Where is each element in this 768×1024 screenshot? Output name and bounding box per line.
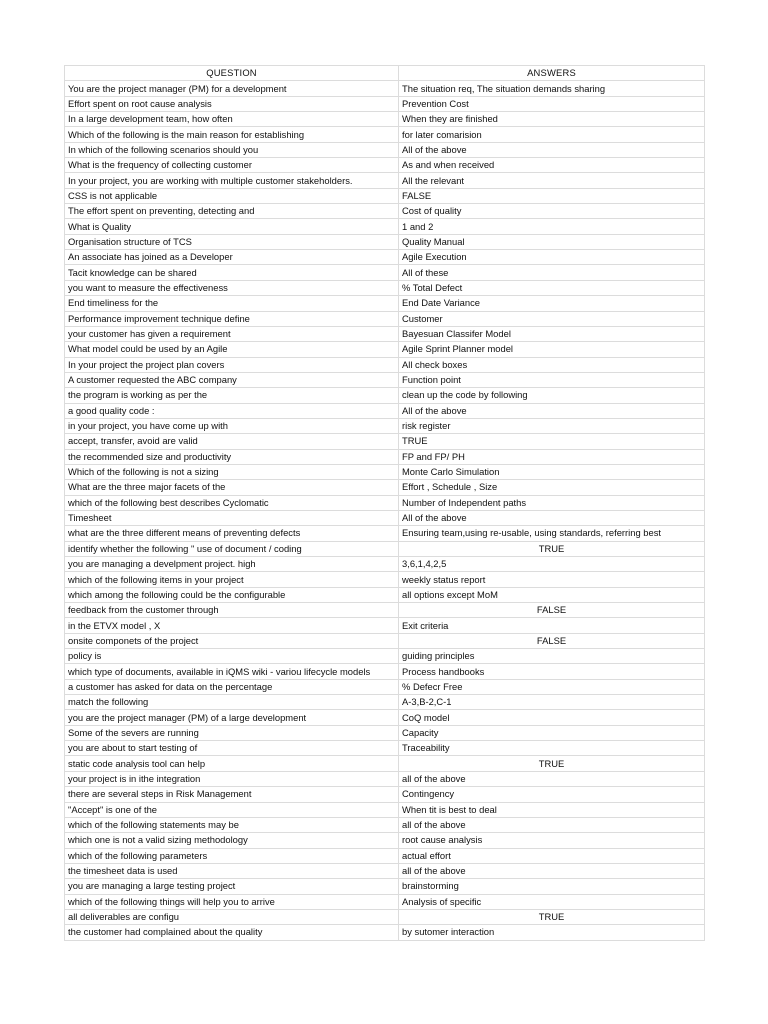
question-cell: What are the three major facets of the bbox=[65, 480, 399, 495]
question-cell: you want to measure the effectiveness bbox=[65, 280, 399, 295]
table-row bbox=[65, 342, 705, 357]
answer-cell: all of the above bbox=[399, 863, 705, 878]
table-row bbox=[65, 219, 705, 234]
answer-cell: Bayesuan Classifer Model bbox=[399, 326, 705, 341]
question-cell: which of the following statements may be bbox=[65, 817, 399, 832]
table-row bbox=[65, 449, 705, 464]
answer-cell: CoQ model bbox=[399, 710, 705, 725]
question-cell: the timesheet data is used bbox=[65, 863, 399, 878]
answer-cell: % Defecr Free bbox=[399, 679, 705, 694]
question-cell: policy is bbox=[65, 649, 399, 664]
answer-cell: Traceability bbox=[399, 741, 705, 756]
question-cell: which of the following items in your project bbox=[65, 572, 399, 587]
table-row bbox=[65, 879, 705, 894]
answer-cell: When tit is best to deal bbox=[399, 802, 705, 817]
answer-cell: TRUE bbox=[399, 756, 705, 771]
table-row bbox=[65, 127, 705, 142]
table-row bbox=[65, 756, 705, 771]
answer-cell: risk register bbox=[399, 418, 705, 433]
question-cell: which among the following could be the configurable bbox=[65, 587, 399, 602]
question-cell: you are managing a large testing project bbox=[65, 879, 399, 894]
question-cell: Performance improvement technique define bbox=[65, 311, 399, 326]
table-body bbox=[65, 81, 705, 940]
question-cell: Effort spent on root cause analysis bbox=[65, 96, 399, 111]
table-row bbox=[65, 204, 705, 219]
table-row bbox=[65, 603, 705, 618]
table-row bbox=[65, 802, 705, 817]
table-row bbox=[65, 158, 705, 173]
question-cell: In your project, you are working with multiple customer stakeholders. bbox=[65, 173, 399, 188]
answer-cell: Analysis of specific bbox=[399, 894, 705, 909]
table-row bbox=[65, 526, 705, 541]
answer-cell: all options except MoM bbox=[399, 587, 705, 602]
table-row bbox=[65, 649, 705, 664]
table-row bbox=[65, 894, 705, 909]
table-row bbox=[65, 357, 705, 372]
answer-cell: End Date Variance bbox=[399, 296, 705, 311]
answer-cell: for later comarision bbox=[399, 127, 705, 142]
question-cell: CSS is not applicable bbox=[65, 188, 399, 203]
answer-cell: FALSE bbox=[399, 633, 705, 648]
answer-cell: % Total Defect bbox=[399, 280, 705, 295]
table-row bbox=[65, 541, 705, 556]
question-cell: in your project, you have come up with bbox=[65, 418, 399, 433]
answer-cell: Ensuring team,using re-usable, using standards, referring best bbox=[399, 526, 705, 541]
answer-cell: All of the above bbox=[399, 510, 705, 525]
answer-cell: TRUE bbox=[399, 434, 705, 449]
question-cell: End timeliness for the bbox=[65, 296, 399, 311]
table-row bbox=[65, 388, 705, 403]
answer-cell: A-3,B-2,C-1 bbox=[399, 695, 705, 710]
question-cell: Timesheet bbox=[65, 510, 399, 525]
table-row bbox=[65, 96, 705, 111]
question-cell: a customer has asked for data on the percentage bbox=[65, 679, 399, 694]
table-row bbox=[65, 618, 705, 633]
answer-cell: Function point bbox=[399, 372, 705, 387]
question-cell: In which of the following scenarios should you bbox=[65, 142, 399, 157]
answer-cell: Cost of quality bbox=[399, 204, 705, 219]
answer-cell: 3,6,1,4,2,5 bbox=[399, 557, 705, 572]
question-cell: you are the project manager (PM) of a large development bbox=[65, 710, 399, 725]
table-row bbox=[65, 495, 705, 510]
table-row bbox=[65, 863, 705, 878]
table-row bbox=[65, 480, 705, 495]
answer-cell: Contingency bbox=[399, 787, 705, 802]
question-cell: "Accept" is one of the bbox=[65, 802, 399, 817]
answer-cell: As and when received bbox=[399, 158, 705, 173]
answer-cell: root cause analysis bbox=[399, 833, 705, 848]
table-row bbox=[65, 909, 705, 924]
table-row bbox=[65, 787, 705, 802]
header-row bbox=[65, 66, 705, 81]
answer-cell: Prevention Cost bbox=[399, 96, 705, 111]
table-row bbox=[65, 280, 705, 295]
answer-cell: All of these bbox=[399, 265, 705, 280]
question-cell: You are the project manager (PM) for a development bbox=[65, 81, 399, 96]
answer-cell: actual effort bbox=[399, 848, 705, 863]
question-cell: the program is working as per the bbox=[65, 388, 399, 403]
table-row bbox=[65, 434, 705, 449]
table-row bbox=[65, 173, 705, 188]
answer-cell: Exit criteria bbox=[399, 618, 705, 633]
answer-cell: All of the above bbox=[399, 142, 705, 157]
question-cell: A customer requested the ABC company bbox=[65, 372, 399, 387]
question-cell: An associate has joined as a Developer bbox=[65, 250, 399, 265]
question-cell: Which of the following is not a sizing bbox=[65, 464, 399, 479]
answer-cell: FALSE bbox=[399, 188, 705, 203]
table-row bbox=[65, 710, 705, 725]
answer-cell: Effort , Schedule , Size bbox=[399, 480, 705, 495]
table-row bbox=[65, 679, 705, 694]
question-cell: all deliverables are configu bbox=[65, 909, 399, 924]
qa-table bbox=[64, 65, 705, 941]
answer-cell: 1 and 2 bbox=[399, 219, 705, 234]
question-cell: which one is not a valid sizing methodology bbox=[65, 833, 399, 848]
question-cell: Organisation structure of TCS bbox=[65, 234, 399, 249]
question-cell: which of the following parameters bbox=[65, 848, 399, 863]
table-row bbox=[65, 311, 705, 326]
table-row bbox=[65, 510, 705, 525]
question-cell: which of the following best describes Cyclomatic bbox=[65, 495, 399, 510]
table-row bbox=[65, 664, 705, 679]
question-cell: static code analysis tool can help bbox=[65, 756, 399, 771]
answer-cell: Agile Execution bbox=[399, 250, 705, 265]
question-header: QUESTION bbox=[65, 66, 399, 81]
answer-cell: All the relevant bbox=[399, 173, 705, 188]
question-cell: a good quality code : bbox=[65, 403, 399, 418]
answer-cell: Agile Sprint Planner model bbox=[399, 342, 705, 357]
table-row bbox=[65, 188, 705, 203]
answer-cell: brainstorming bbox=[399, 879, 705, 894]
answer-cell: All check boxes bbox=[399, 357, 705, 372]
table-row bbox=[65, 771, 705, 786]
table-row bbox=[65, 557, 705, 572]
table-row bbox=[65, 265, 705, 280]
answer-cell: guiding principles bbox=[399, 649, 705, 664]
question-cell: feedback from the customer through bbox=[65, 603, 399, 618]
question-cell: In a large development team, how often bbox=[65, 112, 399, 127]
table-row bbox=[65, 587, 705, 602]
question-cell: What is Quality bbox=[65, 219, 399, 234]
table-row bbox=[65, 326, 705, 341]
question-cell: Which of the following is the main reason for establishing bbox=[65, 127, 399, 142]
answer-cell: weekly status report bbox=[399, 572, 705, 587]
question-cell: onsite componets of the project bbox=[65, 633, 399, 648]
table-row bbox=[65, 741, 705, 756]
answer-cell: When they are finished bbox=[399, 112, 705, 127]
question-cell: What is the frequency of collecting customer bbox=[65, 158, 399, 173]
question-cell: the recommended size and productivity bbox=[65, 449, 399, 464]
answer-cell: all of the above bbox=[399, 817, 705, 832]
answer-cell: Customer bbox=[399, 311, 705, 326]
answer-cell: Quality Manual bbox=[399, 234, 705, 249]
question-cell: In your project the project plan covers bbox=[65, 357, 399, 372]
answer-cell: Capacity bbox=[399, 725, 705, 740]
table-row bbox=[65, 925, 705, 940]
answer-cell: TRUE bbox=[399, 541, 705, 556]
answer-cell: by sutomer interaction bbox=[399, 925, 705, 940]
table-row bbox=[65, 250, 705, 265]
answer-cell: TRUE bbox=[399, 909, 705, 924]
table-row bbox=[65, 695, 705, 710]
answer-cell: clean up the code by following bbox=[399, 388, 705, 403]
question-cell: your project is in ithe integration bbox=[65, 771, 399, 786]
question-cell: which type of documents, available in iQMS wiki - variou lifecycle models bbox=[65, 664, 399, 679]
table-row bbox=[65, 142, 705, 157]
answer-cell: FALSE bbox=[399, 603, 705, 618]
question-cell: in the ETVX model , X bbox=[65, 618, 399, 633]
table-row bbox=[65, 633, 705, 648]
question-cell: The effort spent on preventing, detecting and bbox=[65, 204, 399, 219]
table-row bbox=[65, 418, 705, 433]
question-cell: which of the following things will help you to arrive bbox=[65, 894, 399, 909]
question-cell: you are about to start testing of bbox=[65, 741, 399, 756]
answer-cell: Process handbooks bbox=[399, 664, 705, 679]
question-cell: match the following bbox=[65, 695, 399, 710]
question-cell: the customer had complained about the quality bbox=[65, 925, 399, 940]
table-row bbox=[65, 464, 705, 479]
table-row bbox=[65, 234, 705, 249]
answer-cell: all of the above bbox=[399, 771, 705, 786]
question-cell: your customer has given a requirement bbox=[65, 326, 399, 341]
table-row bbox=[65, 817, 705, 832]
table-row bbox=[65, 725, 705, 740]
table-row bbox=[65, 372, 705, 387]
question-cell: Some of the severs are running bbox=[65, 725, 399, 740]
table-row bbox=[65, 572, 705, 587]
question-cell: you are managing a develpment project. high bbox=[65, 557, 399, 572]
question-cell: there are several steps in Risk Management bbox=[65, 787, 399, 802]
answer-cell: FP and FP/ PH bbox=[399, 449, 705, 464]
question-cell: identify whether the following " use of document / coding bbox=[65, 541, 399, 556]
answer-cell: Number of Independent paths bbox=[399, 495, 705, 510]
question-cell: What model could be used by an Agile bbox=[65, 342, 399, 357]
answers-header: ANSWERS bbox=[399, 66, 705, 81]
table-row bbox=[65, 112, 705, 127]
question-cell: what are the three different means of preventing defects bbox=[65, 526, 399, 541]
table-row bbox=[65, 81, 705, 96]
table-row bbox=[65, 296, 705, 311]
question-cell: Tacit knowledge can be shared bbox=[65, 265, 399, 280]
answer-cell: Monte Carlo Simulation bbox=[399, 464, 705, 479]
question-cell: accept, transfer, avoid are valid bbox=[65, 434, 399, 449]
answer-cell: All of the above bbox=[399, 403, 705, 418]
answer-cell: The situation req, The situation demands sharing bbox=[399, 81, 705, 96]
table-row bbox=[65, 833, 705, 848]
table-row bbox=[65, 403, 705, 418]
table-row bbox=[65, 848, 705, 863]
